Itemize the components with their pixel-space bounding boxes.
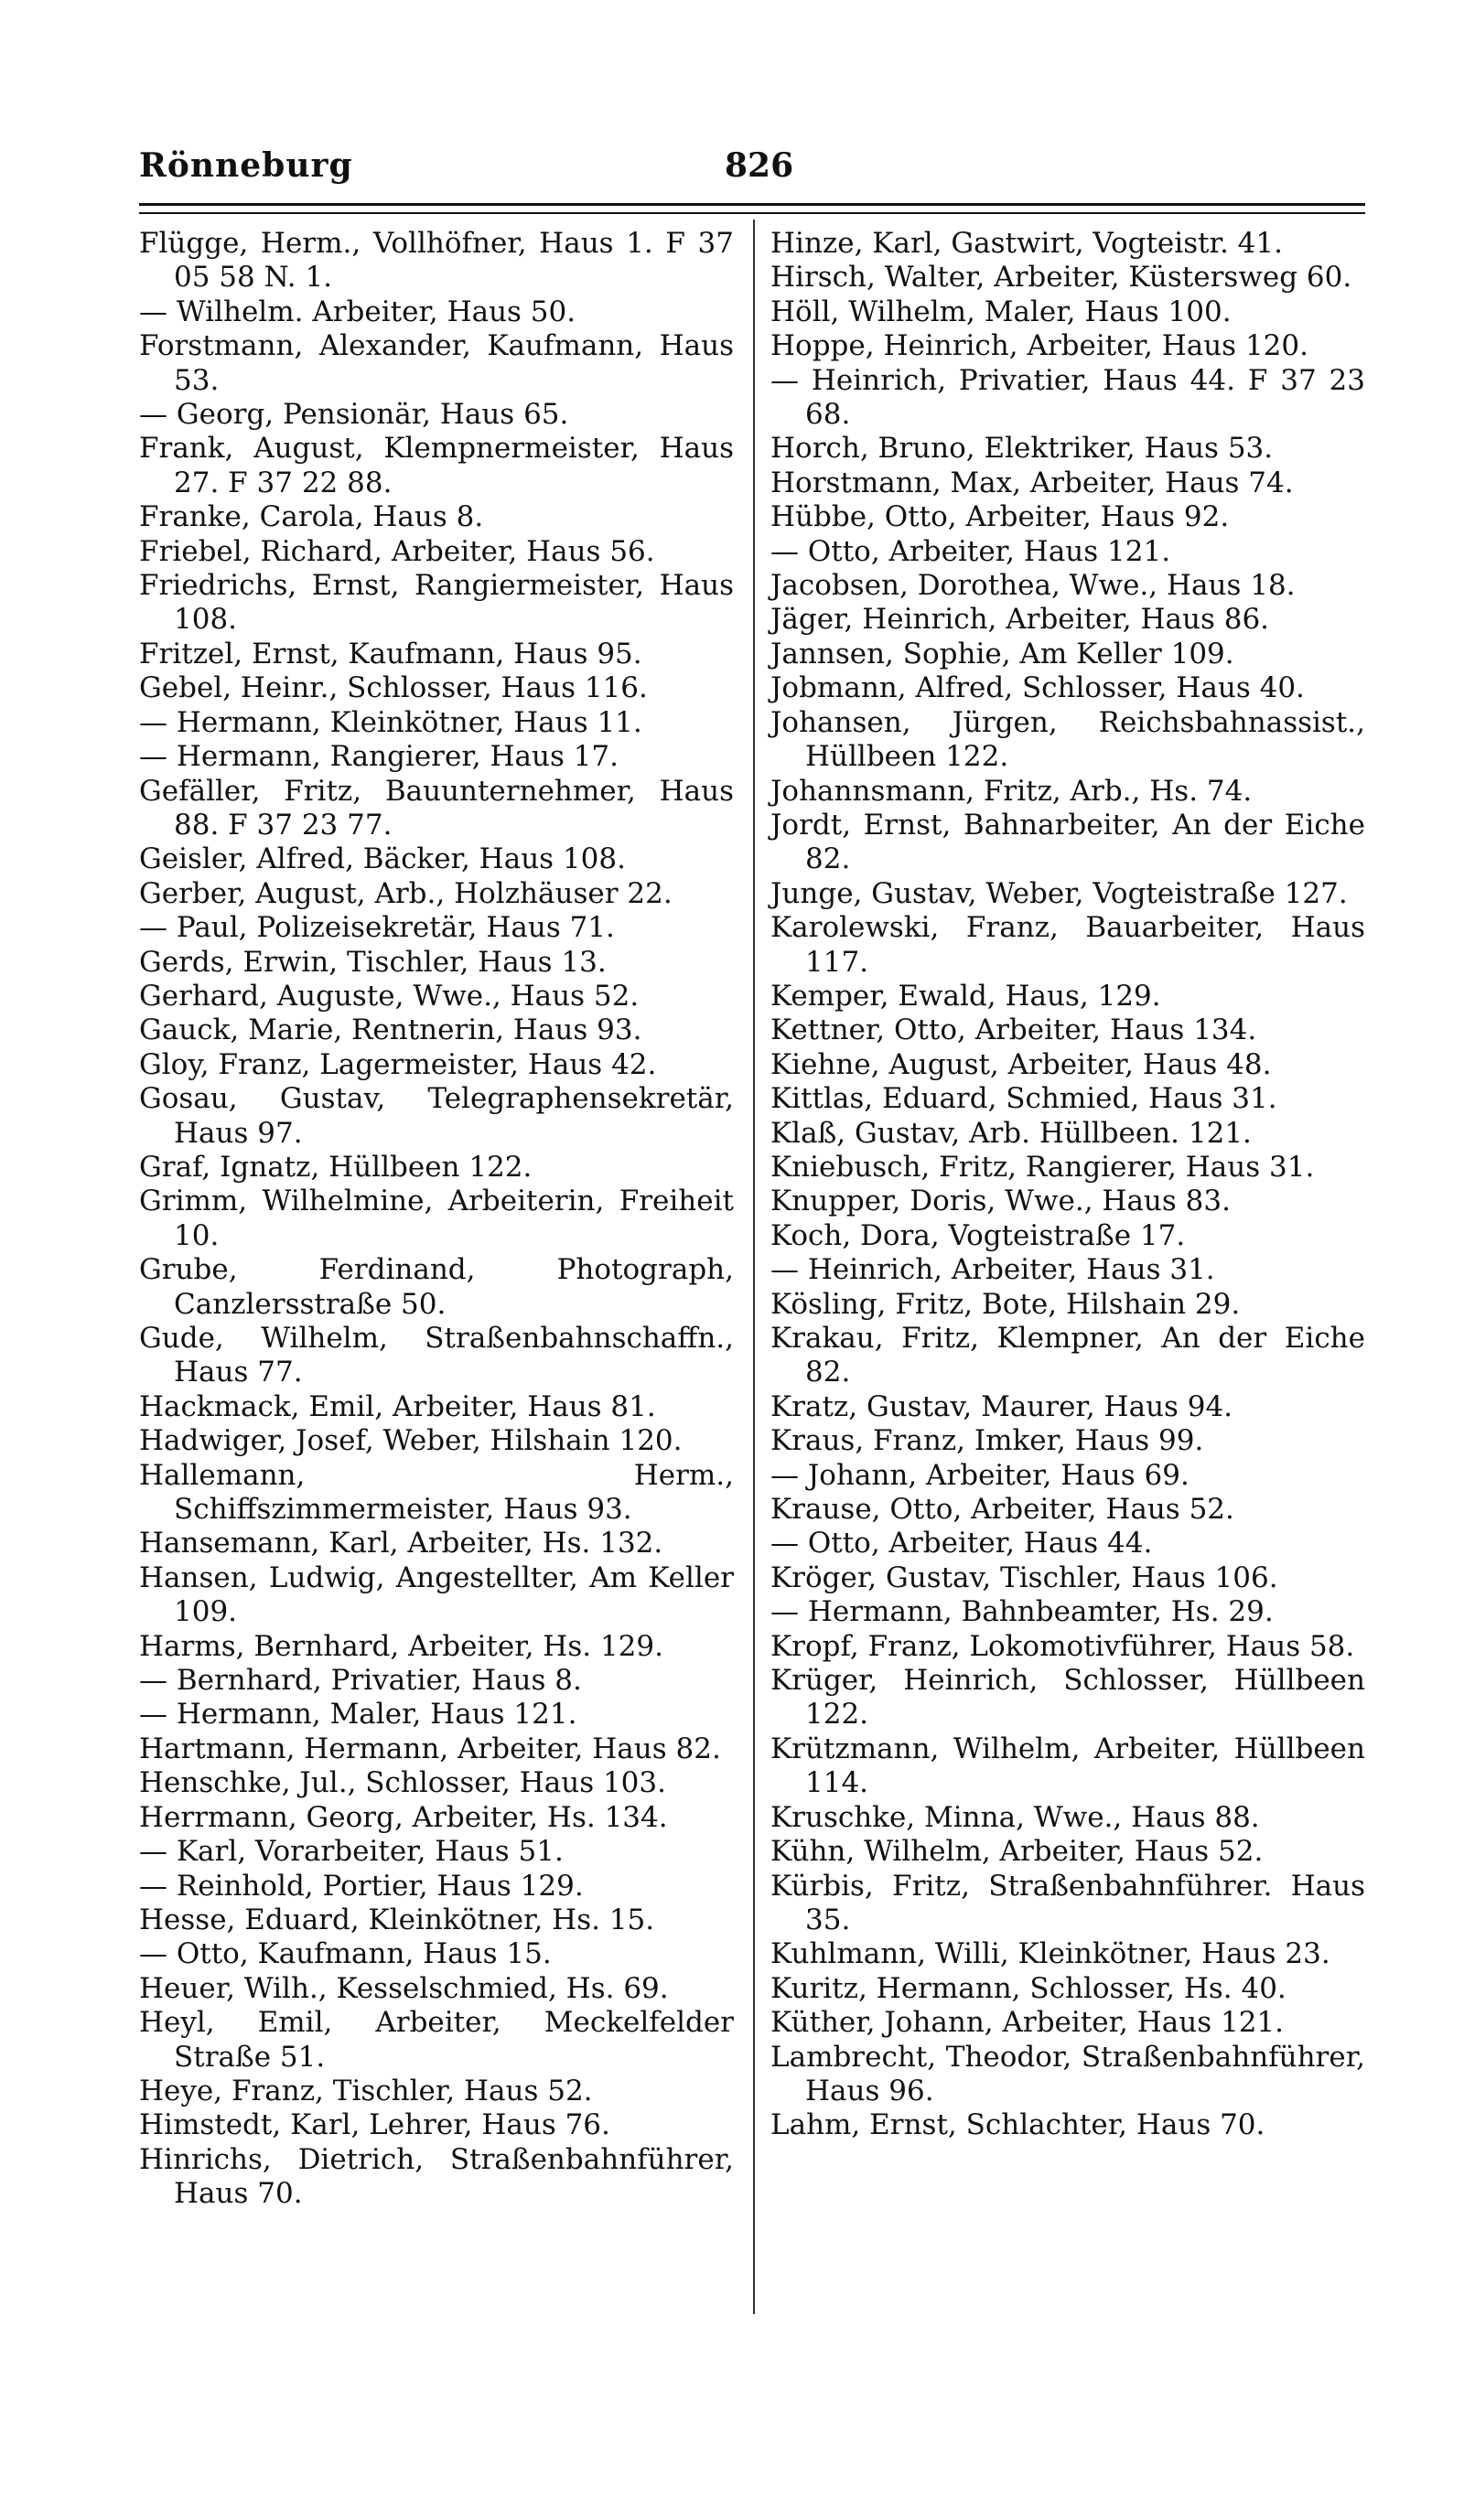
directory-entry: Küther, Johann, Arbeiter, Haus 121. bbox=[770, 2006, 1285, 2040]
directory-entry: Klaß, Gustav, Arb. Hüllbeen. 121. bbox=[770, 1116, 1252, 1150]
directory-entry: Lahm, Ernst, Schlachter, Haus 70. bbox=[770, 2108, 1265, 2142]
directory-entry: Gerhard, Auguste, Wwe., Haus 52. bbox=[139, 979, 640, 1013]
directory-entry: Kruschke, Minna, Wwe., Haus 88. bbox=[770, 1800, 1260, 1834]
directory-entry: Kröger, Gustav, Tischler, Haus 106. bbox=[770, 1560, 1278, 1594]
directory-entry: Kettner, Otto, Arbeiter, Haus 134. bbox=[770, 1013, 1257, 1047]
directory-entry: — Karl, Vorarbeiter, Haus 51. bbox=[139, 1835, 564, 1869]
page-header bbox=[139, 137, 1365, 192]
directory-entry: Hoppe, Heinrich, Arbeiter, Haus 120. bbox=[770, 329, 1308, 363]
directory-entry: Herrmann, Georg, Arbeiter, Hs. 134. bbox=[139, 1800, 668, 1834]
directory-entry: Heuer, Wilh., Kesselschmied, Hs. 69. bbox=[139, 1971, 669, 2005]
directory-entry: Graf, Ignatz, Hüllbeen 122. bbox=[139, 1150, 533, 1184]
directory-entry: Höll, Wilhelm, Maler, Haus 100. bbox=[770, 295, 1232, 328]
directory-entry: — Georg, Pensionär, Haus 65. bbox=[139, 398, 569, 432]
directory-entry: Hirsch, Walter, Arbeiter, Küstersweg 60. bbox=[770, 261, 1352, 295]
directory-entry: Gauck, Marie, Rentnerin, Haus 93. bbox=[139, 1013, 642, 1047]
directory-entry: Gefäller, Fritz, Bauunternehmer, Haus 88. F 37 23 77. bbox=[139, 774, 734, 842]
directory-entry: Jordt, Ernst, Bahnarbeiter, An der Eiche 82. bbox=[770, 808, 1365, 876]
directory-entry: Grimm, Wilhelmine, Arbeiterin, Freiheit 10. bbox=[139, 1185, 734, 1252]
directory-entry: Kraus, Franz, Imker, Haus 99. bbox=[770, 1424, 1204, 1458]
directory-entry: — Hermann, Rangierer, Haus 17. bbox=[139, 740, 619, 774]
directory-entry: — Paul, Polizeisekretär, Haus 71. bbox=[139, 911, 615, 945]
directory-entry: Henschke, Jul., Schlosser, Haus 103. bbox=[139, 1766, 666, 1800]
directory-entry: Hansemann, Karl, Arbeiter, Hs. 132. bbox=[139, 1527, 663, 1560]
directory-entry: Hinrichs, Dietrich, Straßenbahnführer, Haus 70. bbox=[139, 2142, 734, 2211]
directory-entry: Friedrichs, Ernst, Rangiermeister, Haus 108. bbox=[139, 569, 734, 637]
directory-entry: Krakau, Fritz, Klempner, An der Eiche 82. bbox=[770, 1322, 1365, 1389]
directory-entry: — Otto, Arbeiter, Haus 44. bbox=[770, 1527, 1153, 1560]
directory-entry: Jacobsen, Dorothea, Wwe., Haus 18. bbox=[770, 569, 1296, 603]
directory-entry: Kuhlmann, Willi, Kleinkötner, Haus 23. bbox=[770, 1937, 1330, 1971]
directory-entry: Kratz, Gustav, Maurer, Haus 94. bbox=[770, 1389, 1233, 1423]
directory-entry: Heyl, Emil, Arbeiter, Meckelfelder Straße 51. bbox=[139, 2006, 734, 2074]
directory-entry: Frank, August, Klempnermeister, Haus 27. F 37 22 88. bbox=[139, 432, 734, 499]
directory-entry: Horch, Bruno, Elektriker, Haus 53. bbox=[770, 432, 1274, 466]
directory-entry: Kösling, Fritz, Bote, Hilshain 29. bbox=[770, 1287, 1241, 1321]
directory-entry: Gebel, Heinr., Schlosser, Haus 116. bbox=[139, 671, 648, 705]
directory-entry: Hallemann, Herm., Schiffszimmermeister, Haus 93. bbox=[139, 1458, 734, 1527]
directory-entry: — Otto, Kaufmann, Haus 15. bbox=[139, 1937, 552, 1971]
directory-entry: Franke, Carola, Haus 8. bbox=[139, 500, 484, 534]
directory-entry: Hinze, Karl, Gastwirt, Vogteistr. 41. bbox=[770, 227, 1283, 260]
directory-entry: — Wilhelm. Arbeiter, Haus 50. bbox=[139, 295, 576, 328]
directory-entry: Fritzel, Ernst, Kaufmann, Haus 95. bbox=[139, 637, 642, 670]
directory-entry: Friebel, Richard, Arbeiter, Haus 56. bbox=[139, 534, 655, 568]
directory-entry: Kropf, Franz, Lokomotivführer, Haus 58. bbox=[770, 1629, 1355, 1663]
left-column bbox=[139, 227, 734, 2212]
directory-entry: Krüger, Heinrich, Schlosser, Hüllbeen 122. bbox=[770, 1664, 1365, 1732]
directory-entry: Kittlas, Eduard, Schmied, Haus 31. bbox=[770, 1082, 1277, 1116]
directory-entry: Kiehne, August, Arbeiter, Haus 48. bbox=[770, 1047, 1272, 1081]
directory-entry: Heye, Franz, Tischler, Haus 52. bbox=[139, 2074, 593, 2107]
directory-entry: Hesse, Eduard, Kleinkötner, Hs. 15. bbox=[139, 1903, 655, 1936]
directory-entry: Gosau, Gustav, Telegraphensekretär, Haus 97. bbox=[139, 1082, 734, 1150]
directory-entry: Kemper, Ewald, Haus, 129. bbox=[770, 979, 1161, 1013]
directory-entry: Jobmann, Alfred, Schlosser, Haus 40. bbox=[770, 671, 1305, 705]
directory-entry: Kühn, Wilhelm, Arbeiter, Haus 52. bbox=[770, 1835, 1264, 1869]
directory-entry: Forstmann, Alexander, Kaufmann, Haus 53. bbox=[139, 329, 734, 397]
directory-entry: — Otto, Arbeiter, Haus 121. bbox=[770, 534, 1171, 568]
directory-entry: Jäger, Heinrich, Arbeiter, Haus 86. bbox=[770, 603, 1270, 637]
directory-entry: Junge, Gustav, Weber, Vogteistraße 127. bbox=[770, 876, 1348, 910]
directory-entry: Kniebusch, Fritz, Rangierer, Haus 31. bbox=[770, 1150, 1315, 1184]
directory-entry: Hartmann, Hermann, Arbeiter, Haus 82. bbox=[139, 1732, 721, 1765]
right-column bbox=[770, 227, 1365, 2143]
header-rule-top bbox=[139, 203, 1365, 206]
running-title: Rönneburg bbox=[139, 146, 353, 185]
directory-entry: Hübbe, Otto, Arbeiter, Haus 92. bbox=[770, 500, 1230, 534]
directory-entry: Horstmann, Max, Arbeiter, Haus 74. bbox=[770, 466, 1294, 499]
directory-entry: Johannsmann, Fritz, Arb., Hs. 74. bbox=[770, 774, 1253, 808]
directory-entry: Gloy, Franz, Lagermeister, Haus 42. bbox=[139, 1047, 657, 1081]
directory-entry: Gerds, Erwin, Tischler, Haus 13. bbox=[139, 945, 607, 979]
directory-entry: Grube, Ferdinand, Photograph, Canzlersstraße 50. bbox=[139, 1253, 734, 1321]
directory-entry: — Johann, Arbeiter, Haus 69. bbox=[770, 1458, 1190, 1492]
directory-entry: Hackmack, Emil, Arbeiter, Haus 81. bbox=[139, 1389, 656, 1423]
page-number: 826 bbox=[725, 146, 794, 185]
directory-entry: Koch, Dora, Vogteistraße 17. bbox=[770, 1218, 1186, 1252]
directory-entry: Geisler, Alfred, Bäcker, Haus 108. bbox=[139, 842, 626, 876]
directory-entry: — Bernhard, Privatier, Haus 8. bbox=[139, 1664, 582, 1698]
directory-entry: Flügge, Herm., Vollhöfner, Haus 1. F 37 05 58 N. 1. bbox=[139, 227, 734, 295]
directory-entry: Krause, Otto, Arbeiter, Haus 52. bbox=[770, 1493, 1234, 1527]
directory-entry: Knupper, Doris, Wwe., Haus 83. bbox=[770, 1185, 1231, 1218]
directory-entry: Lambrecht, Theodor, Straßenbahnführer, Haus 96. bbox=[770, 2040, 1365, 2107]
directory-entry: Krützmann, Wilhelm, Arbeiter, Hüllbeen 114. bbox=[770, 1732, 1365, 1800]
directory-entry: — Heinrich, Arbeiter, Haus 31. bbox=[770, 1253, 1215, 1287]
directory-entry: Himstedt, Karl, Lehrer, Haus 76. bbox=[139, 2108, 610, 2142]
directory-entry: Jannsen, Sophie, Am Keller 109. bbox=[770, 637, 1234, 670]
directory-entry: Kürbis, Fritz, Straßenbahnführer. Haus 35. bbox=[770, 1869, 1365, 1936]
directory-entry: Hansen, Ludwig, Angestellter, Am Keller 109. bbox=[139, 1560, 734, 1629]
column-divider bbox=[753, 220, 755, 2314]
directory-entry: Gude, Wilhelm, Straßenbahnschaffn., Haus 77. bbox=[139, 1322, 734, 1389]
directory-entry: Hadwiger, Josef, Weber, Hilshain 120. bbox=[139, 1424, 683, 1458]
directory-entry: Harms, Bernhard, Arbeiter, Hs. 129. bbox=[139, 1629, 663, 1663]
directory-entry: Kuritz, Hermann, Schlosser, Hs. 40. bbox=[770, 1971, 1286, 2005]
header-rule-bottom bbox=[139, 212, 1365, 214]
directory-entry: Gerber, August, Arb., Holzhäuser 22. bbox=[139, 876, 673, 910]
directory-entry: Karolewski, Franz, Bauarbeiter, Haus 117. bbox=[770, 911, 1365, 979]
directory-entry: — Hermann, Bahnbeamter, Hs. 29. bbox=[770, 1595, 1274, 1629]
directory-entry: — Hermann, Maler, Haus 121. bbox=[139, 1698, 577, 1732]
directory-entry: — Hermann, Kleinkötner, Haus 11. bbox=[139, 705, 642, 739]
directory-entry: — Reinhold, Portier, Haus 129. bbox=[139, 1869, 584, 1903]
directory-entry: Johansen, Jürgen, Reichsbahnassist., Hüllbeen 122. bbox=[770, 705, 1365, 774]
directory-entry: — Heinrich, Privatier, Haus 44. F 37 23 68. bbox=[770, 363, 1365, 432]
